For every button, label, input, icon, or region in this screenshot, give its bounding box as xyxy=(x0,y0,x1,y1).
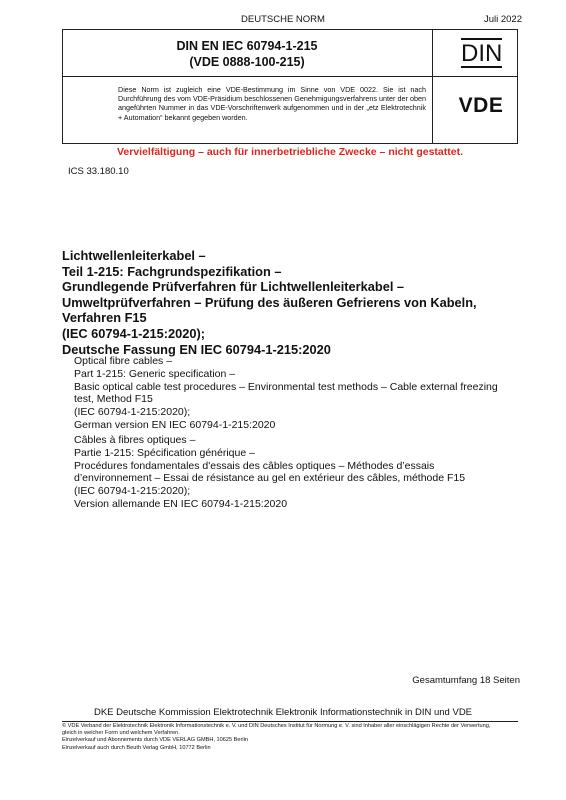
title-line: Verfahren F15 xyxy=(62,310,147,326)
standard-number: DIN EN IEC 60794-1-215 xyxy=(176,39,318,53)
footer-line: © VDE Verband der Elektrotechnik Elektronik Informationstechnik e. V. und DIN Deutsches Institut für Normung e. V. sind Inhaber aller einschlägigen Rechte der Verwertung, xyxy=(62,723,491,729)
title-line: Procédures fondamentales d'essais des câbles optiques – Méthodes d’essais xyxy=(74,459,435,472)
title-line: Optical fibre cables – xyxy=(74,355,173,367)
title-line: Partie 1-215: Spécification générique – xyxy=(74,446,255,459)
title-line: (IEC 60794-1-215:2020); xyxy=(74,485,191,498)
title-line: Deutsche Fassung EN IEC 60794-1-215:2020 xyxy=(62,341,331,357)
footer-line: Einzelverkauf auch durch Beuth Verlag GmbH, 10772 Berlin xyxy=(62,744,211,751)
title-line: Version allemande EN IEC 60794-1-215:2020 xyxy=(74,497,288,510)
title-line: Grundlegende Prüfverfahren für Lichtwellenleiterkabel – xyxy=(62,279,405,295)
title-line: (IEC 60794-1-215:2020); xyxy=(62,325,205,341)
title-line: d’environnement – Essai de résistance au gel en extérieur des câbles, méthode F15 xyxy=(74,472,466,485)
header-box-divider xyxy=(62,76,518,77)
ics-code: ICS 33.180.10 xyxy=(68,166,129,177)
document-category: DEUTSCHE NORM xyxy=(241,14,325,25)
title-line: Part 1-215: Generic specification – xyxy=(74,367,236,380)
title-line: Teil 1-215: Fachgrundspezifikation – xyxy=(62,263,282,279)
header-box-column-divider xyxy=(432,29,433,144)
publication-date: Juli 2022 xyxy=(483,14,522,25)
title-line: Lichtwellenleiterkabel – xyxy=(62,248,206,263)
reproduction-notice: Vervielfältigung – auch für innerbetriebliche Zwecke – nicht gestattet. xyxy=(116,146,463,158)
title-line: (IEC 60794-1-215:2020); xyxy=(74,406,191,419)
title-line: German version EN IEC 60794-1-215:2020 xyxy=(74,418,276,431)
standard-identifier xyxy=(62,38,432,70)
title-line: Câbles à fibres optiques – xyxy=(74,434,196,446)
title-line: Umweltprüfverfahren – Prüfung des äußeren Gefrierens von Kabeln, xyxy=(62,294,477,310)
committee-line: DKE Deutsche Kommission Elektrotechnik Elektronik Informationstechnik in DIN und VDE xyxy=(93,707,473,718)
vde-classification: (VDE 0888-100-215) xyxy=(189,55,305,69)
footer-line: Einzelverkauf und Abonnements durch VDE VERLAG GMBH, 10625 Berlin xyxy=(62,737,248,744)
title-line: Basic optical cable test procedures – Environmental test methods – Cable external freezing xyxy=(74,380,498,393)
title-german xyxy=(62,248,532,357)
din-logo: DIN xyxy=(461,40,503,67)
vde-notice: Diese Norm ist zugleich eine VDE-Bestimmung im Sinne von VDE 0022. Sie ist nach Durchführung des vom VDE-Präsidium beschlossenen Genehmigungsverfahrens unter der oben angeführten Nummer in das VDE-Vorschriftenwerk aufgenommen und in der „etz Elektrotechnik + Automation“ bekannt gegeben worden. xyxy=(118,85,426,122)
title-french xyxy=(74,434,534,511)
total-pages: Gesamtumfang 18 Seiten xyxy=(412,675,520,686)
vde-logo: VDE xyxy=(458,94,504,117)
title-line: test, Method F15 xyxy=(74,393,153,406)
footer-divider xyxy=(62,721,518,722)
footer-line: gleich in welcher Form und welchem Verfahren. xyxy=(62,730,180,737)
copyright-footer xyxy=(62,723,532,752)
title-english xyxy=(74,355,534,432)
